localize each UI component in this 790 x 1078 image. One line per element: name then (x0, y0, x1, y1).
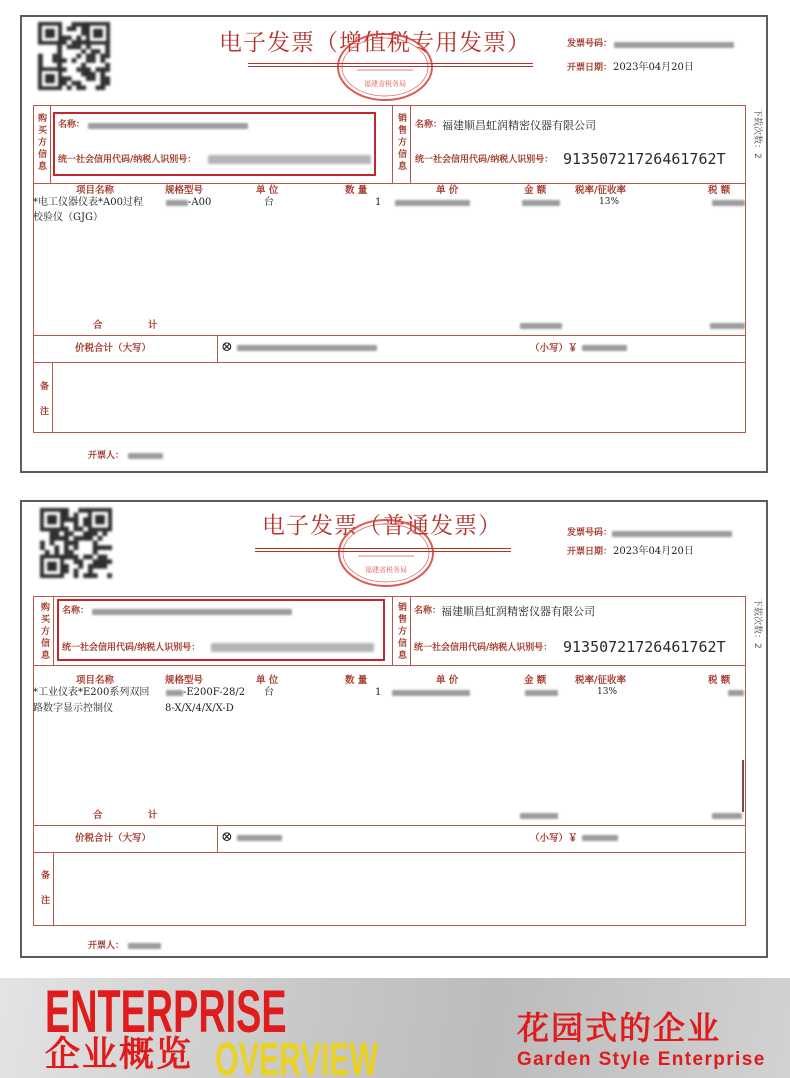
redacted-buyer-name (92, 609, 292, 615)
divider (410, 596, 411, 665)
issuer-label: 开票人： (88, 451, 125, 461)
item-unit: 台 (264, 197, 274, 208)
banner-slogan-cn: 花园式的企业 (517, 1009, 722, 1047)
divider (33, 183, 746, 184)
redacted-unit-price (392, 690, 470, 696)
col-tax-rate: 税率/征收率 (575, 185, 626, 196)
redacted-spec-prefix (166, 690, 183, 696)
col-unit: 单 位 (256, 185, 279, 196)
item-name-line2: 校验仪（GJG） (33, 212, 103, 223)
seller-tax-id: 91350721726461762T (563, 638, 726, 656)
divider (33, 665, 746, 666)
redacted-total-tax (710, 323, 745, 329)
grand-total-label: 价税合计（大写） (75, 833, 152, 844)
redacted-amount (525, 690, 558, 696)
divider (217, 825, 218, 852)
col-amount: 金 额 (524, 185, 547, 196)
tax-seal-1 (335, 32, 435, 102)
redacted-invoice-number (612, 531, 732, 537)
qr-code-2 (40, 508, 112, 578)
redacted-grand-total-number (582, 345, 627, 351)
redacted-total-amount (520, 813, 558, 819)
seller-name-label: 名称： (414, 606, 442, 616)
col-item-name: 项目名称 (76, 185, 115, 196)
buyer-side-label: 购买方信息 (36, 113, 46, 173)
buyer-id-label: 统一社会信用代码/纳税人识别号： (62, 643, 201, 653)
redacted-tax (728, 690, 744, 696)
item-qty: 1 (375, 197, 382, 208)
divider (53, 852, 54, 926)
divider (33, 335, 746, 336)
redacted-grand-total-words (237, 835, 282, 841)
redacted-total-amount (520, 323, 562, 329)
enterprise-banner (0, 978, 790, 1078)
divider (410, 105, 411, 183)
seller-side-label: 销售方信息 (396, 113, 406, 173)
issue-date: 2023年04月20日 (613, 546, 694, 557)
divider (392, 105, 393, 183)
seller-side-label: 销售方信息 (396, 602, 406, 662)
banner-en-title: ENTERPRISE (45, 978, 287, 1045)
issue-date-label: 开票日期： (567, 547, 613, 557)
small-total-label: （小写）￥ (530, 833, 578, 844)
invoice-number-label: 发票号码： (567, 39, 613, 49)
col-spec: 规格型号 (165, 675, 204, 686)
qr-code-1 (38, 22, 110, 90)
col-item-name: 项目名称 (76, 675, 115, 686)
redacted-tax (712, 200, 745, 206)
col-tax: 税 额 (708, 185, 731, 196)
grand-total-symbol: ⊗ (221, 339, 233, 355)
col-qty: 数 量 (345, 185, 368, 196)
redacted-buyer-id (211, 643, 374, 652)
item-spec-line2: 8-X/X/4/X/X-D (165, 703, 234, 714)
buyer-side-label: 购买方信息 (39, 602, 49, 662)
divider (217, 335, 218, 362)
col-amount: 金 额 (524, 675, 547, 686)
seller-name: 福建顺昌虹润精密仪器有限公司 (441, 605, 595, 618)
item-name-line2: 路数字显示控制仪 (33, 703, 113, 714)
col-qty: 数 量 (345, 675, 368, 686)
total-label-char2: 计 (148, 810, 158, 821)
seal-text: 福建省税务局 (364, 80, 406, 88)
invoice-title-2: 电子发票（普通发票） (262, 513, 502, 539)
col-tax: 税 额 (708, 675, 731, 686)
col-price: 单 价 (436, 185, 459, 196)
divider (392, 596, 393, 665)
item-tax-rate: 13% (597, 687, 618, 697)
issue-date: 2023年04月20日 (613, 62, 694, 73)
redacted-buyer-id (208, 155, 371, 164)
invoice-title-1: 电子发票（增值税专用发票） (219, 30, 531, 56)
buyer-highlight-box (53, 112, 376, 176)
redacted-grand-total-number (582, 835, 618, 841)
redacted-unit-price (395, 200, 470, 206)
grand-total-label: 价税合计（大写） (75, 343, 152, 354)
buyer-name-label: 名称： (62, 606, 90, 616)
buyer-id-label: 统一社会信用代码/纳税人识别号： (58, 155, 197, 165)
item-tax-rate: 13% (599, 197, 620, 207)
item-spec-line1: -A00 (188, 197, 212, 208)
divider (33, 825, 746, 826)
issue-date-label: 开票日期： (567, 63, 613, 73)
divider (53, 596, 54, 665)
issuer-label: 开票人： (88, 941, 125, 951)
item-name-line1: *电工仪器仪表*A00过程 (33, 197, 143, 208)
invoice-number-label: 发票号码： (567, 528, 613, 538)
item-unit: 台 (264, 687, 274, 698)
divider (33, 852, 746, 853)
banner-en-subtitle: OVERVIEW (215, 1033, 379, 1078)
divider (52, 362, 53, 433)
col-unit: 单 位 (256, 675, 279, 686)
tax-seal-2 (336, 518, 436, 588)
banner-slogan-en: Garden Style Enterprise (517, 1049, 766, 1070)
col-tax-rate: 税率/征收率 (575, 675, 626, 686)
buyer-name-label: 名称： (58, 120, 86, 130)
redacted-issuer (128, 453, 163, 459)
banner-cn-title: 企业概览 (45, 1035, 194, 1075)
seller-name-label: 名称： (415, 120, 443, 130)
redacted-buyer-name (88, 123, 248, 129)
seal-text: 福建省税务局 (365, 566, 407, 574)
col-spec: 规格型号 (165, 185, 204, 196)
redacted-amount (522, 200, 560, 206)
remarks-label: 备注 (38, 381, 48, 431)
seller-name: 福建顺昌虹润精密仪器有限公司 (442, 119, 596, 132)
seller-tax-id: 91350721726461762T (563, 150, 726, 168)
grand-total-symbol: ⊗ (221, 829, 233, 845)
total-label-char2: 计 (148, 320, 158, 331)
item-qty: 1 (375, 687, 382, 698)
total-label-char1: 合 (93, 320, 103, 331)
total-label-char1: 合 (93, 810, 103, 821)
redacted-total-tax (712, 813, 742, 819)
redacted-spec-prefix (166, 200, 188, 206)
remarks-label: 备注 (39, 870, 49, 920)
item-name-line1: *工业仪表*E200系列双回 (33, 687, 150, 698)
divider (33, 362, 746, 363)
download-count: 下载次数：2 (752, 598, 762, 649)
item-spec-line1: -E200F-28/2 (183, 687, 246, 698)
redacted-grand-total-words (237, 345, 377, 351)
col-price: 单 价 (436, 675, 459, 686)
margin-mark (742, 760, 744, 812)
download-count: 下载次数：2 (752, 108, 762, 159)
seller-id-label: 统一社会信用代码/纳税人识别号： (415, 155, 554, 165)
small-total-label: （小写）￥ (530, 343, 578, 354)
seller-id-label: 统一社会信用代码/纳税人识别号： (414, 643, 553, 653)
redacted-invoice-number (614, 42, 734, 48)
divider (50, 105, 51, 183)
redacted-issuer (128, 943, 161, 949)
